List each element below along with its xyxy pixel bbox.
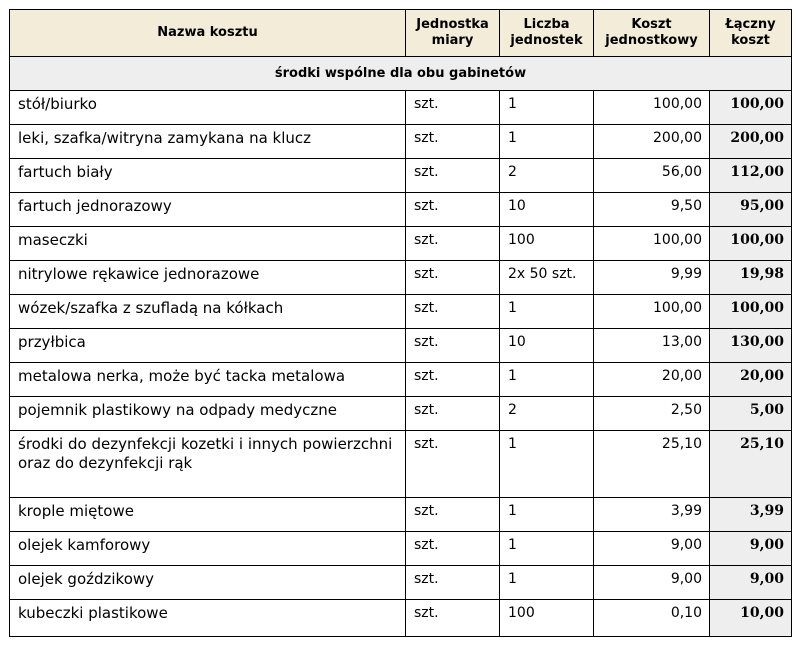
row-unit-cost-cell: 9,50 (594, 193, 710, 227)
row-unit-cell: szt. (406, 532, 500, 566)
row-total-cell: 100,00 (710, 91, 792, 125)
row-total-cell: 95,00 (710, 193, 792, 227)
row-qty-cell: 1 (500, 566, 594, 600)
header-unit: Jednostka miary (406, 10, 500, 57)
row-name-cell: przyłbica (10, 329, 406, 363)
row-total-cell: 19,98 (710, 261, 792, 295)
row-unit-cell: szt. (406, 295, 500, 329)
row-unit-cell: szt. (406, 431, 500, 498)
table-row (10, 566, 792, 600)
row-total-cell: 9,00 (710, 532, 792, 566)
row-unit-cost-cell: 9,00 (594, 532, 710, 566)
row-qty-cell: 1 (500, 91, 594, 125)
row-total-cell: 10,00 (710, 600, 792, 637)
header-row (10, 10, 792, 57)
table-row (10, 532, 792, 566)
row-unit-cost-cell: 2,50 (594, 397, 710, 431)
section-title: środki wspólne dla obu gabinetów (10, 57, 792, 91)
row-unit-cost-cell: 20,00 (594, 363, 710, 397)
row-unit-cell: szt. (406, 159, 500, 193)
row-total-cell: 100,00 (710, 227, 792, 261)
row-total-cell: 5,00 (710, 397, 792, 431)
row-name-cell: fartuch jednorazowy (10, 193, 406, 227)
header-qty: Liczba jednostek (500, 10, 594, 57)
row-name-cell: leki, szafka/witryna zamykana na klucz (10, 125, 406, 159)
row-name-cell: wózek/szafka z szufladą na kółkach (10, 295, 406, 329)
row-total-cell: 130,00 (710, 329, 792, 363)
row-total-cell: 20,00 (710, 363, 792, 397)
section-row (10, 57, 792, 91)
row-name-cell: kubeczki plastikowe (10, 600, 406, 637)
row-unit-cell: szt. (406, 397, 500, 431)
row-qty-cell: 100 (500, 227, 594, 261)
row-unit-cell: szt. (406, 363, 500, 397)
row-qty-cell: 1 (500, 295, 594, 329)
row-qty-cell: 100 (500, 600, 594, 637)
row-name-cell: olejek goździkowy (10, 566, 406, 600)
row-unit-cell: szt. (406, 329, 500, 363)
row-unit-cost-cell: 3,99 (594, 498, 710, 532)
row-unit-cell: szt. (406, 566, 500, 600)
row-total-cell: 9,00 (710, 566, 792, 600)
row-unit-cell: szt. (406, 498, 500, 532)
row-unit-cost-cell: 13,00 (594, 329, 710, 363)
row-name-cell: maseczki (10, 227, 406, 261)
row-total-cell: 100,00 (710, 295, 792, 329)
row-unit-cost-cell: 100,00 (594, 227, 710, 261)
table-row (10, 431, 792, 498)
row-unit-cost-cell: 25,10 (594, 431, 710, 498)
header-unit-cost: Koszt jednostkowy (594, 10, 710, 57)
row-total-cell: 25,10 (710, 431, 792, 498)
row-unit-cell: szt. (406, 125, 500, 159)
table-row (10, 295, 792, 329)
row-unit-cost-cell: 100,00 (594, 91, 710, 125)
row-qty-cell: 1 (500, 498, 594, 532)
row-unit-cell: szt. (406, 193, 500, 227)
row-name-cell: krople miętowe (10, 498, 406, 532)
table-row (10, 125, 792, 159)
table-row (10, 600, 792, 637)
row-name-cell: olejek kamforowy (10, 532, 406, 566)
table-row (10, 329, 792, 363)
table-row (10, 397, 792, 431)
row-unit-cost-cell: 56,00 (594, 159, 710, 193)
row-qty-cell: 2 (500, 159, 594, 193)
table-row (10, 363, 792, 397)
row-unit-cost-cell: 9,00 (594, 566, 710, 600)
table-row (10, 261, 792, 295)
row-unit-cost-cell: 100,00 (594, 295, 710, 329)
row-name-cell: fartuch biały (10, 159, 406, 193)
row-name-cell: nitrylowe rękawice jednorazowe (10, 261, 406, 295)
table-row (10, 193, 792, 227)
header-total: Łączny koszt (710, 10, 792, 57)
row-qty-cell: 1 (500, 532, 594, 566)
header-name: Nazwa kosztu (10, 10, 406, 57)
row-qty-cell: 2 (500, 397, 594, 431)
cost-table (9, 9, 792, 637)
table-row (10, 91, 792, 125)
row-unit-cell: szt. (406, 600, 500, 637)
row-name-cell: stół/biurko (10, 91, 406, 125)
row-unit-cell: szt. (406, 91, 500, 125)
row-name-cell: pojemnik plastikowy na odpady medyczne (10, 397, 406, 431)
row-qty-cell: 10 (500, 329, 594, 363)
row-unit-cell: szt. (406, 227, 500, 261)
row-name-cell: metalowa nerka, może być tacka metalowa (10, 363, 406, 397)
row-name-cell: środki do dezynfekcji kozetki i innych powierzchni oraz do dezynfekcji rąk (10, 431, 406, 498)
table-row (10, 227, 792, 261)
row-unit-cell: szt. (406, 261, 500, 295)
row-qty-cell: 10 (500, 193, 594, 227)
row-unit-cost-cell: 0,10 (594, 600, 710, 637)
row-qty-cell: 1 (500, 363, 594, 397)
row-total-cell: 200,00 (710, 125, 792, 159)
row-qty-cell: 1 (500, 431, 594, 498)
row-qty-cell: 1 (500, 125, 594, 159)
table-row (10, 159, 792, 193)
row-total-cell: 112,00 (710, 159, 792, 193)
row-unit-cost-cell: 9,99 (594, 261, 710, 295)
row-unit-cost-cell: 200,00 (594, 125, 710, 159)
row-total-cell: 3,99 (710, 498, 792, 532)
table-row (10, 498, 792, 532)
row-qty-cell: 2x 50 szt. (500, 261, 594, 295)
